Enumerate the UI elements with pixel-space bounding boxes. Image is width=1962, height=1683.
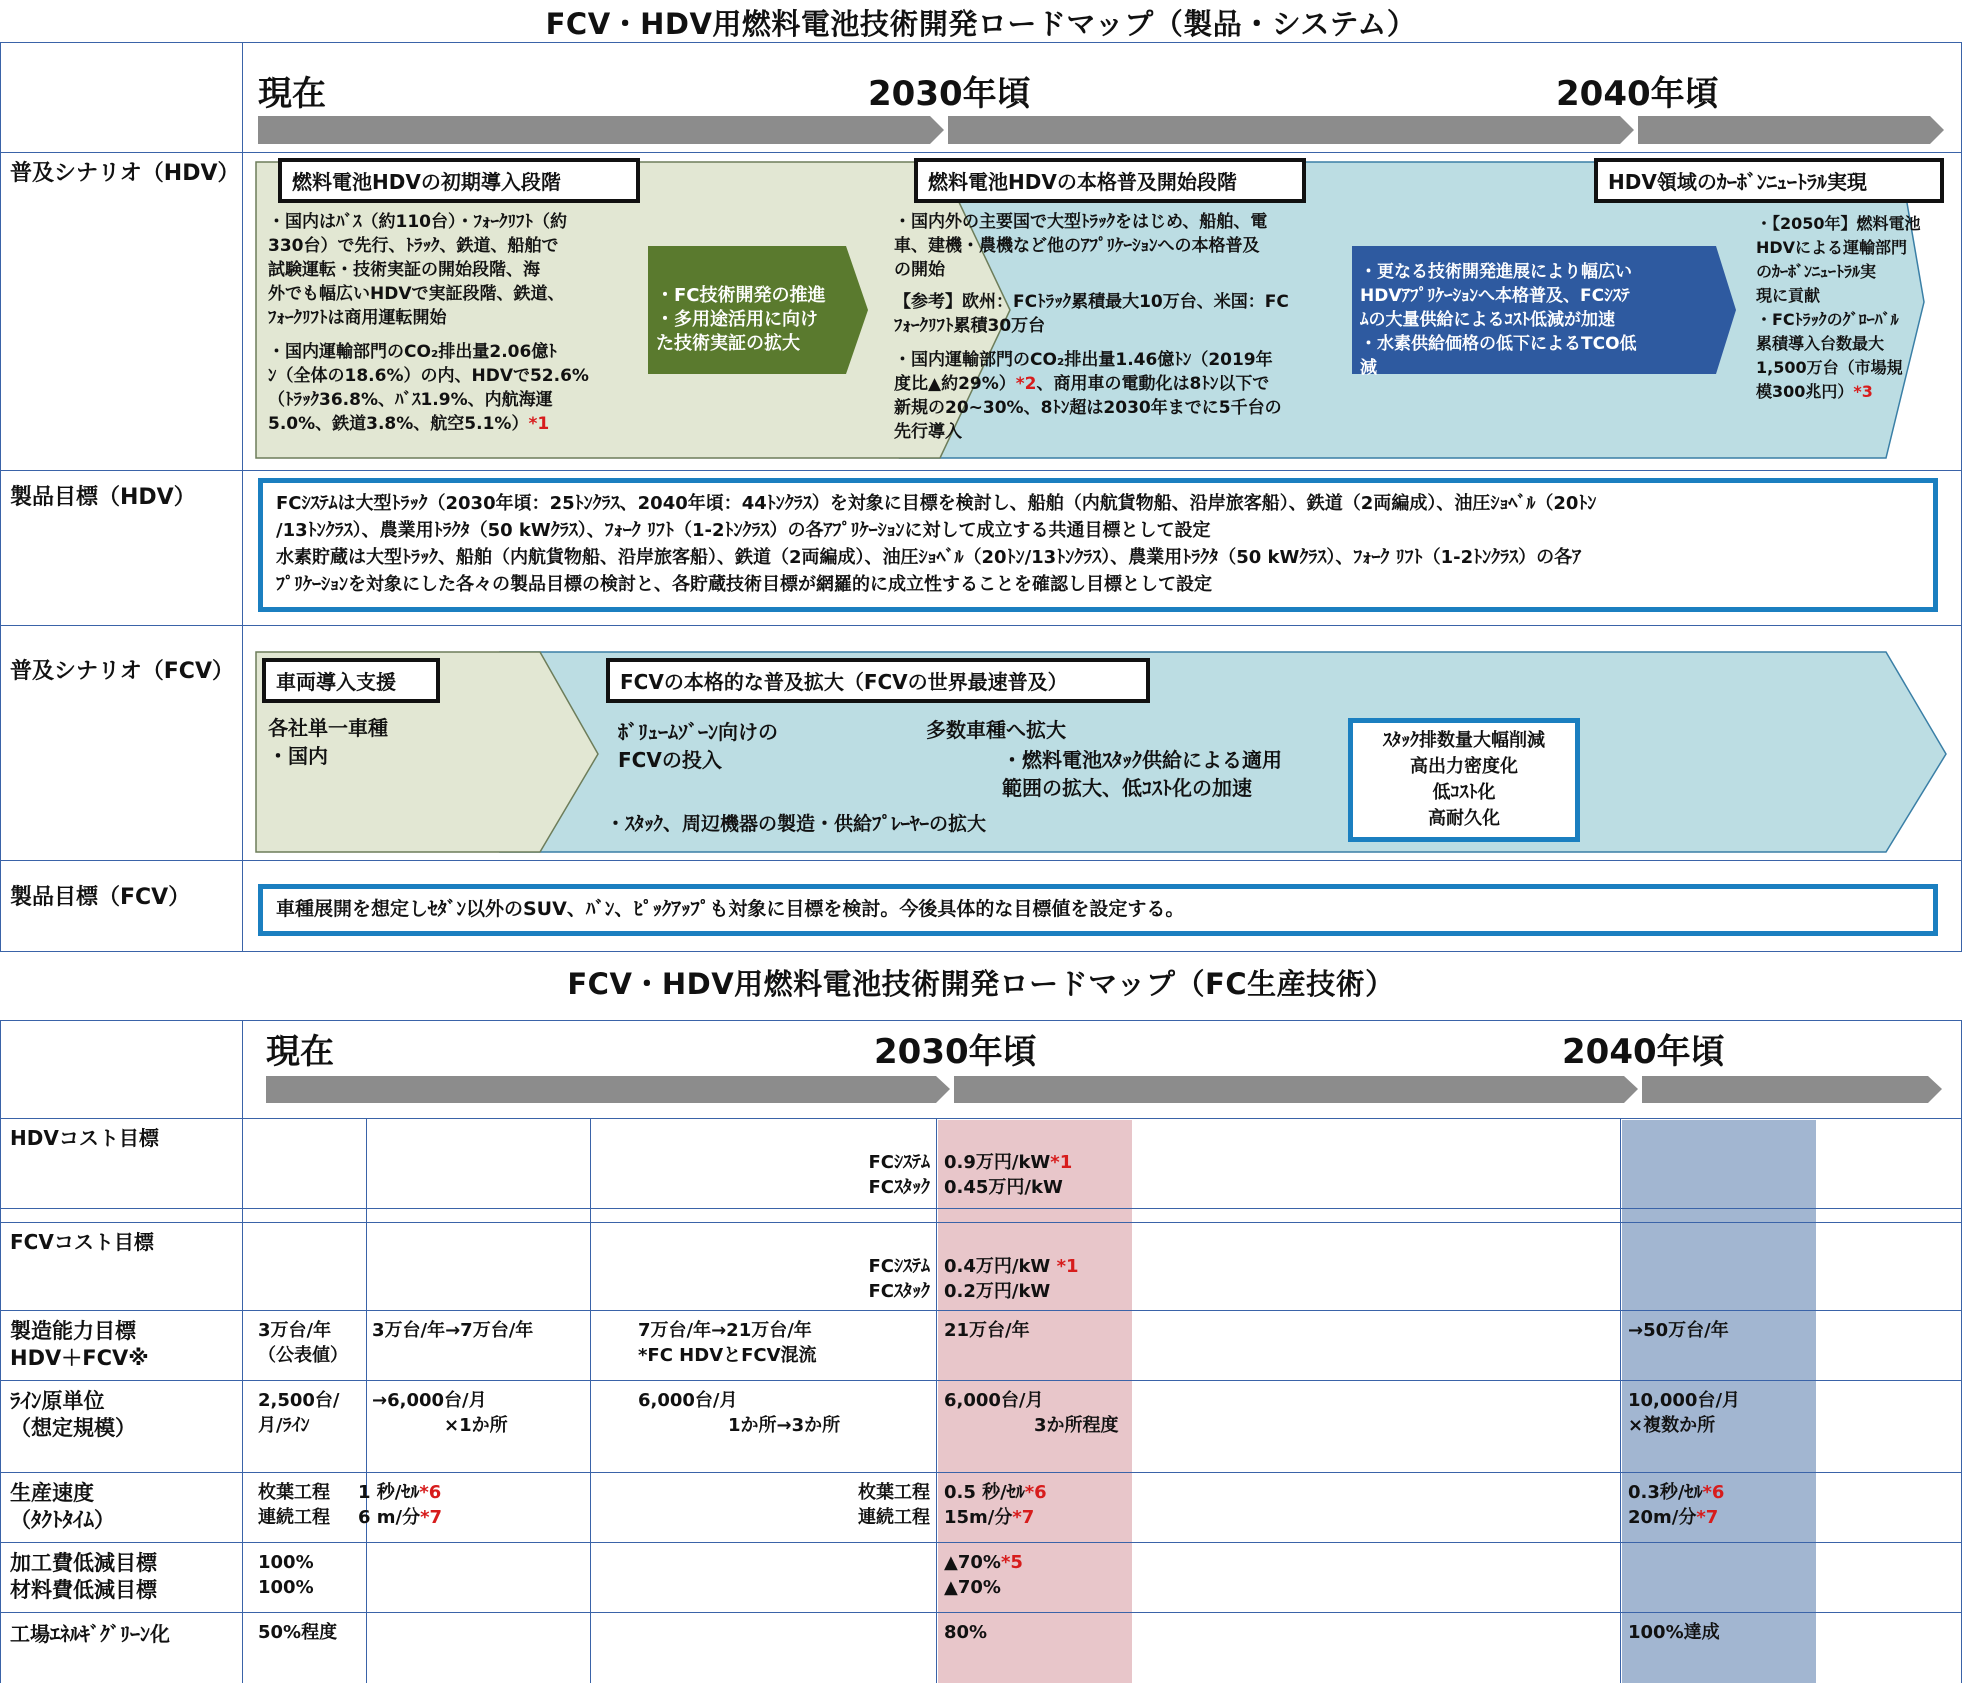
hdv-phase2-co2-text-b: 、商用車の電動化は8ﾄﾝ以下で 新規の20~30%、8ﾄﾝ超は2030年までに5千台の 先行導入: [894, 374, 1282, 442]
bottom-row-divider: [0, 1612, 1962, 1613]
footnote-ref: *5: [1000, 1552, 1023, 1573]
bottom-col-divider: [936, 1118, 937, 1683]
row-label-hdv-target: 製品目標（HDV）: [10, 485, 196, 510]
hdv-phase2-ref: 【参考】欧州：FCﾄﾗｯｸ累積最大10万台、米国：FC ﾌｫｰｸﾘﾌﾄ累積30万台: [894, 292, 1289, 336]
line-unit-mid1: →6,000台/月 ×1か所: [372, 1390, 508, 1436]
row-label: ﾗｲﾝ原単位 （想定規模）: [10, 1389, 136, 1440]
material-reduction-2030: ▲70%: [944, 1577, 1001, 1598]
row-label: FCVコスト目標: [10, 1230, 154, 1254]
speed-process-2030: 枚葉工程 連続工程: [858, 1482, 930, 1528]
hdv-cost-2030: [944, 1150, 1134, 1200]
bottom-row-divider: [0, 1380, 1962, 1381]
line-unit-now: 2,500台/ 月/ﾗｲﾝ: [258, 1390, 340, 1436]
hdv-phase1-text: ・国内はﾊﾞｽ（約110台）・ﾌｫｰｸﾘﾌﾄ（約 330台）で先行、ﾄﾗｯｸ、鉄道、船舶で 試験運転・技術実証の開始段階、海 外でも幅広いHDVで実証段階、鉄道、 ﾌｫｰｸﾘﾌﾄは商用運転開始: [268, 212, 567, 328]
cost-items: FCｼｽﾃﾑ FCｽﾀｯｸ: [868, 1152, 930, 1198]
footnote-ref: *7: [420, 1507, 443, 1528]
green-2040: 100%達成: [1628, 1622, 1720, 1643]
capacity-2040: →50万台/年: [1628, 1320, 1729, 1341]
row-label: 生産速度 （ﾀｸﾄﾀｲﾑ）: [10, 1481, 115, 1532]
timeline-arrow: [948, 116, 1634, 144]
reduction-2030: [944, 1550, 1134, 1600]
fcv-target-text: 車種展開を想定しｾﾀﾞﾝ以外のSUV、ﾊﾞﾝ、ﾋﾟｯｸｱｯﾌﾟも対象に目標を検討。今後具体的な目標値を設定する。: [276, 898, 1185, 920]
bottom-label-divider: [242, 1020, 243, 1683]
green-2030: 80%: [944, 1622, 988, 1643]
hdv-phase1-co2: [268, 340, 648, 436]
footnote-ref: *1: [1050, 1152, 1073, 1173]
era-2040: 2040年頃: [1556, 74, 1719, 114]
footnote-ref: *7: [1696, 1507, 1719, 1528]
footnote-ref: *7: [1012, 1507, 1035, 1528]
timeline-arrow: [1642, 1076, 1942, 1103]
capacity-now: 3万台/年 （公表値）: [258, 1320, 348, 1366]
footnote-ref: *6: [1702, 1482, 1725, 1503]
row-label: HDVコスト目標: [10, 1126, 159, 1150]
bottom-col-divider: [590, 1118, 591, 1683]
line-unit-2040: 10,000台/月 ×複数か所: [1628, 1390, 1741, 1436]
capacity-mid2: 7万台/年→21万台/年 *FC HDVとFCV混流: [638, 1320, 817, 1366]
fcv-phase1-title: 車両導入支援: [262, 658, 440, 703]
hdv-stack-cost: 0.45万円/kW: [944, 1177, 1063, 1198]
speed-process-now: 枚葉工程 連続工程: [258, 1482, 330, 1528]
fcv-cost-2030: [944, 1254, 1134, 1304]
row-label-fcv-target: 製品目標（FCV）: [10, 885, 191, 910]
hdv-target-text: FCｼｽﾃﾑは大型ﾄﾗｯｸ（2030年頃：25ﾄﾝｸﾗｽ、2040年頃：44ﾄﾝｸﾗｽ）を対象に目標を検討し、船舶（内航貨物船、沿岸旅客船）、鉄道（2両編成）、油圧ｼｮﾍﾞﾙ（20ﾄﾝ /13ﾄﾝｸﾗｽ）、農業用ﾄﾗｸﾀ（50 kWｸﾗｽ）、ﾌｫｰｸ ﾘﾌﾄ（1-2ﾄﾝｸﾗｽ）の各ｱﾌﾟﾘｹｰｼｮﾝに対して成立する共通目標として設定 水素貯蔵は大型ﾄﾗｯｸ、船舶（内航貨物船、沿岸旅客船）、鉄道（2両編成）、油圧ｼｮﾍﾞﾙ（20ﾄﾝ/13ﾄﾝｸﾗｽ）、農業用ﾄﾗｸﾀ（50 kWｸﾗｽ）、ﾌｫｰｸ ﾘﾌﾄ（1-2ﾄﾝｸﾗｽ）の各ｱ ﾌﾟﾘｹｰｼｮﾝを対象にした各々の製品目標の検討と、各貯蔵技術目標が網羅的に成立性することを確認し目標として設定: [276, 493, 1597, 595]
hdv-phase1-title: 燃料電池HDVの初期導入段階: [278, 158, 640, 203]
timeline-arrow: [266, 1076, 950, 1103]
hdv-phase3-text: [1756, 212, 1956, 404]
footnote-ref: *1: [528, 414, 550, 434]
footnote-ref: *6: [1024, 1482, 1047, 1503]
timeline-arrow: [1638, 116, 1944, 144]
cost-items: FCｼｽﾃﾑ FCｽﾀｯｸ: [868, 1256, 930, 1302]
hdv-phase3-title: HDV領域のｶｰﾎﾞﾝﾆｭｰﾄﾗﾙ実現: [1594, 158, 1944, 203]
era-now: 現在: [258, 74, 326, 114]
row-label-fcv-scenario: 普及シナリオ（FCV）: [10, 659, 234, 684]
bottom-timeline: [0, 1070, 1962, 1110]
reduction-now: 100% 100%: [258, 1552, 314, 1598]
speed-now: [358, 1480, 478, 1530]
hdv-green-arrow-text: ・FC技術開発の推進 ・多用途活用に向け た技術実証の拡大: [656, 285, 826, 354]
footnote-ref: *6: [419, 1482, 442, 1503]
green-now: 50%程度: [258, 1622, 338, 1643]
hdv-phase3-text-body: ・【2050年】燃料電池 HDVによる運輸部門 のｶｰﾎﾞﾝﾆｭｰﾄﾗﾙ実 現に貢献 ・FCﾄﾗｯｸのｸﾞﾛｰﾊﾞﾙ 累積導入台数最大 1,500万台（市場規 模300兆円）: [1756, 214, 1921, 401]
era-2030: 2030年頃: [874, 1032, 1037, 1072]
speed-2040: [1628, 1480, 1818, 1530]
speed-sheet-2040: 0.3秒/ｾﾙ: [1628, 1482, 1703, 1503]
fcv-players-text: ・ｽﾀｯｸ、周辺機器の製造・供給ﾌﾟﾚｰﾔｰの拡大: [606, 813, 987, 835]
bottom-col-divider: [366, 1118, 367, 1683]
speed-sheet-2030: 0.5 秒/ｾﾙ: [944, 1482, 1025, 1503]
bottom-row-divider: [0, 1118, 1962, 1119]
capacity-mid1: 3万台/年→7万台/年: [372, 1320, 534, 1341]
speed-2030: [944, 1480, 1134, 1530]
timeline-arrow: [258, 116, 944, 144]
bottom-row-divider: [0, 1208, 1962, 1209]
timeline-arrow: [954, 1076, 1638, 1103]
footnote-ref: *3: [1853, 382, 1873, 401]
bottom-row-divider: [0, 1310, 1962, 1311]
fcv-stack-box-text: ｽﾀｯｸ排数量大幅削減 高出力密度化 低ｺｽﾄ化 高耐久化: [1383, 730, 1545, 829]
line-unit-2030: 6,000台/月 3か所程度: [944, 1390, 1119, 1436]
capacity-2030: 21万台/年: [944, 1320, 1030, 1341]
hdv-phase1-co2-text: ・国内運輸部門のCO₂排出量2.06億ﾄ ﾝ（全体の18.6%）の内、HDVで52.6% （ﾄﾗｯｸ36.8%、ﾊﾞｽ1.9%、内航海運 5.0%、鉄道3.8%、航空5.1%）: [268, 342, 589, 434]
bottom-row-divider: [0, 1472, 1962, 1473]
row-label-hdv-scenario: 普及シナリオ（HDV）: [10, 161, 240, 186]
era-2040: 2040年頃: [1562, 1032, 1725, 1072]
fcv-volume-text: ﾎﾞﾘｭｰﾑｿﾞｰﾝ向けの FCVの投入: [618, 720, 778, 772]
hdv-system-cost: 0.9万円/kW: [944, 1152, 1051, 1173]
fcv-stack-supply-text: ・燃料電池ｽﾀｯｸ供給による適用 範囲の拡大、低ｺｽﾄ化の加速: [1002, 748, 1282, 800]
speed-sheet-now: 1 秒/ｾﾙ: [358, 1482, 420, 1503]
fcv-phase2-title: FCVの本格的な普及拡大（FCVの世界最速普及）: [606, 658, 1150, 703]
line-unit-mid2: 6,000台/月 1か所→3か所: [638, 1390, 841, 1436]
hdv-phase2-co2-text: ・国内運輸部門のCO₂排出量1.46億ﾄﾝ（2019年 度比▲約29%）: [894, 350, 1273, 394]
hdv-blue-arrow-text: ・更なる技術開発進展により幅広い HDVｱﾌﾟﾘｹｰｼｮﾝへ本格普及、FCｼｽﾃ ﾑの大量供給によるｺｽﾄ低減が加速 ・水素供給価格の低下によるTCO低 減: [1360, 262, 1637, 378]
fcv-stack-cost: 0.2万円/kW: [944, 1281, 1051, 1302]
era-2030: 2030年頃: [868, 74, 1031, 114]
speed-continuous-now: 6 m/分: [358, 1507, 421, 1528]
hdv-phase2-text: ・国内外の主要国で大型ﾄﾗｯｸをはじめ、船舶、電 車、建機・農機など他のｱﾌﾟﾘｹｰｼｮﾝへの本格普及 の開始: [894, 212, 1268, 280]
footnote-ref: *2: [1015, 374, 1037, 394]
footnote-ref: *1: [1056, 1256, 1079, 1277]
speed-continuous-2030: 15m/分: [944, 1507, 1013, 1528]
fcv-system-cost: 0.4万円/kW: [944, 1256, 1057, 1277]
bottom-col-divider: [1620, 1118, 1621, 1683]
row-label: 加工費低減目標 材料費低減目標: [10, 1551, 157, 1602]
top-title: FCV・HDV用燃料電池技術開発ロードマップ（製品・システム）: [545, 7, 1417, 41]
row-label: 製造能力目標 HDV＋FCV※: [10, 1319, 149, 1370]
bottom-row-divider: [0, 1542, 1962, 1543]
bottom-row-divider: [0, 1222, 1962, 1223]
fcv-phase1-text: 各社単一車種 ・国内: [268, 716, 388, 768]
processing-reduction-2030: ▲70%: [944, 1552, 1001, 1573]
hdv-phase2-title: 燃料電池HDVの本格普及開始段階: [914, 158, 1306, 203]
era-now: 現在: [266, 1032, 334, 1072]
fcv-expand-text: 多数車種へ拡大: [926, 718, 1066, 742]
hdv-phase2-co2: [894, 348, 1350, 444]
speed-continuous-2040: 20m/分: [1628, 1507, 1697, 1528]
row-label: 工場ｴﾈﾙｷﾞｸﾞﾘｰﾝ化: [10, 1622, 170, 1646]
bottom-title: FCV・HDV用燃料電池技術開発ロードマップ（FC生産技術）: [567, 967, 1395, 1001]
